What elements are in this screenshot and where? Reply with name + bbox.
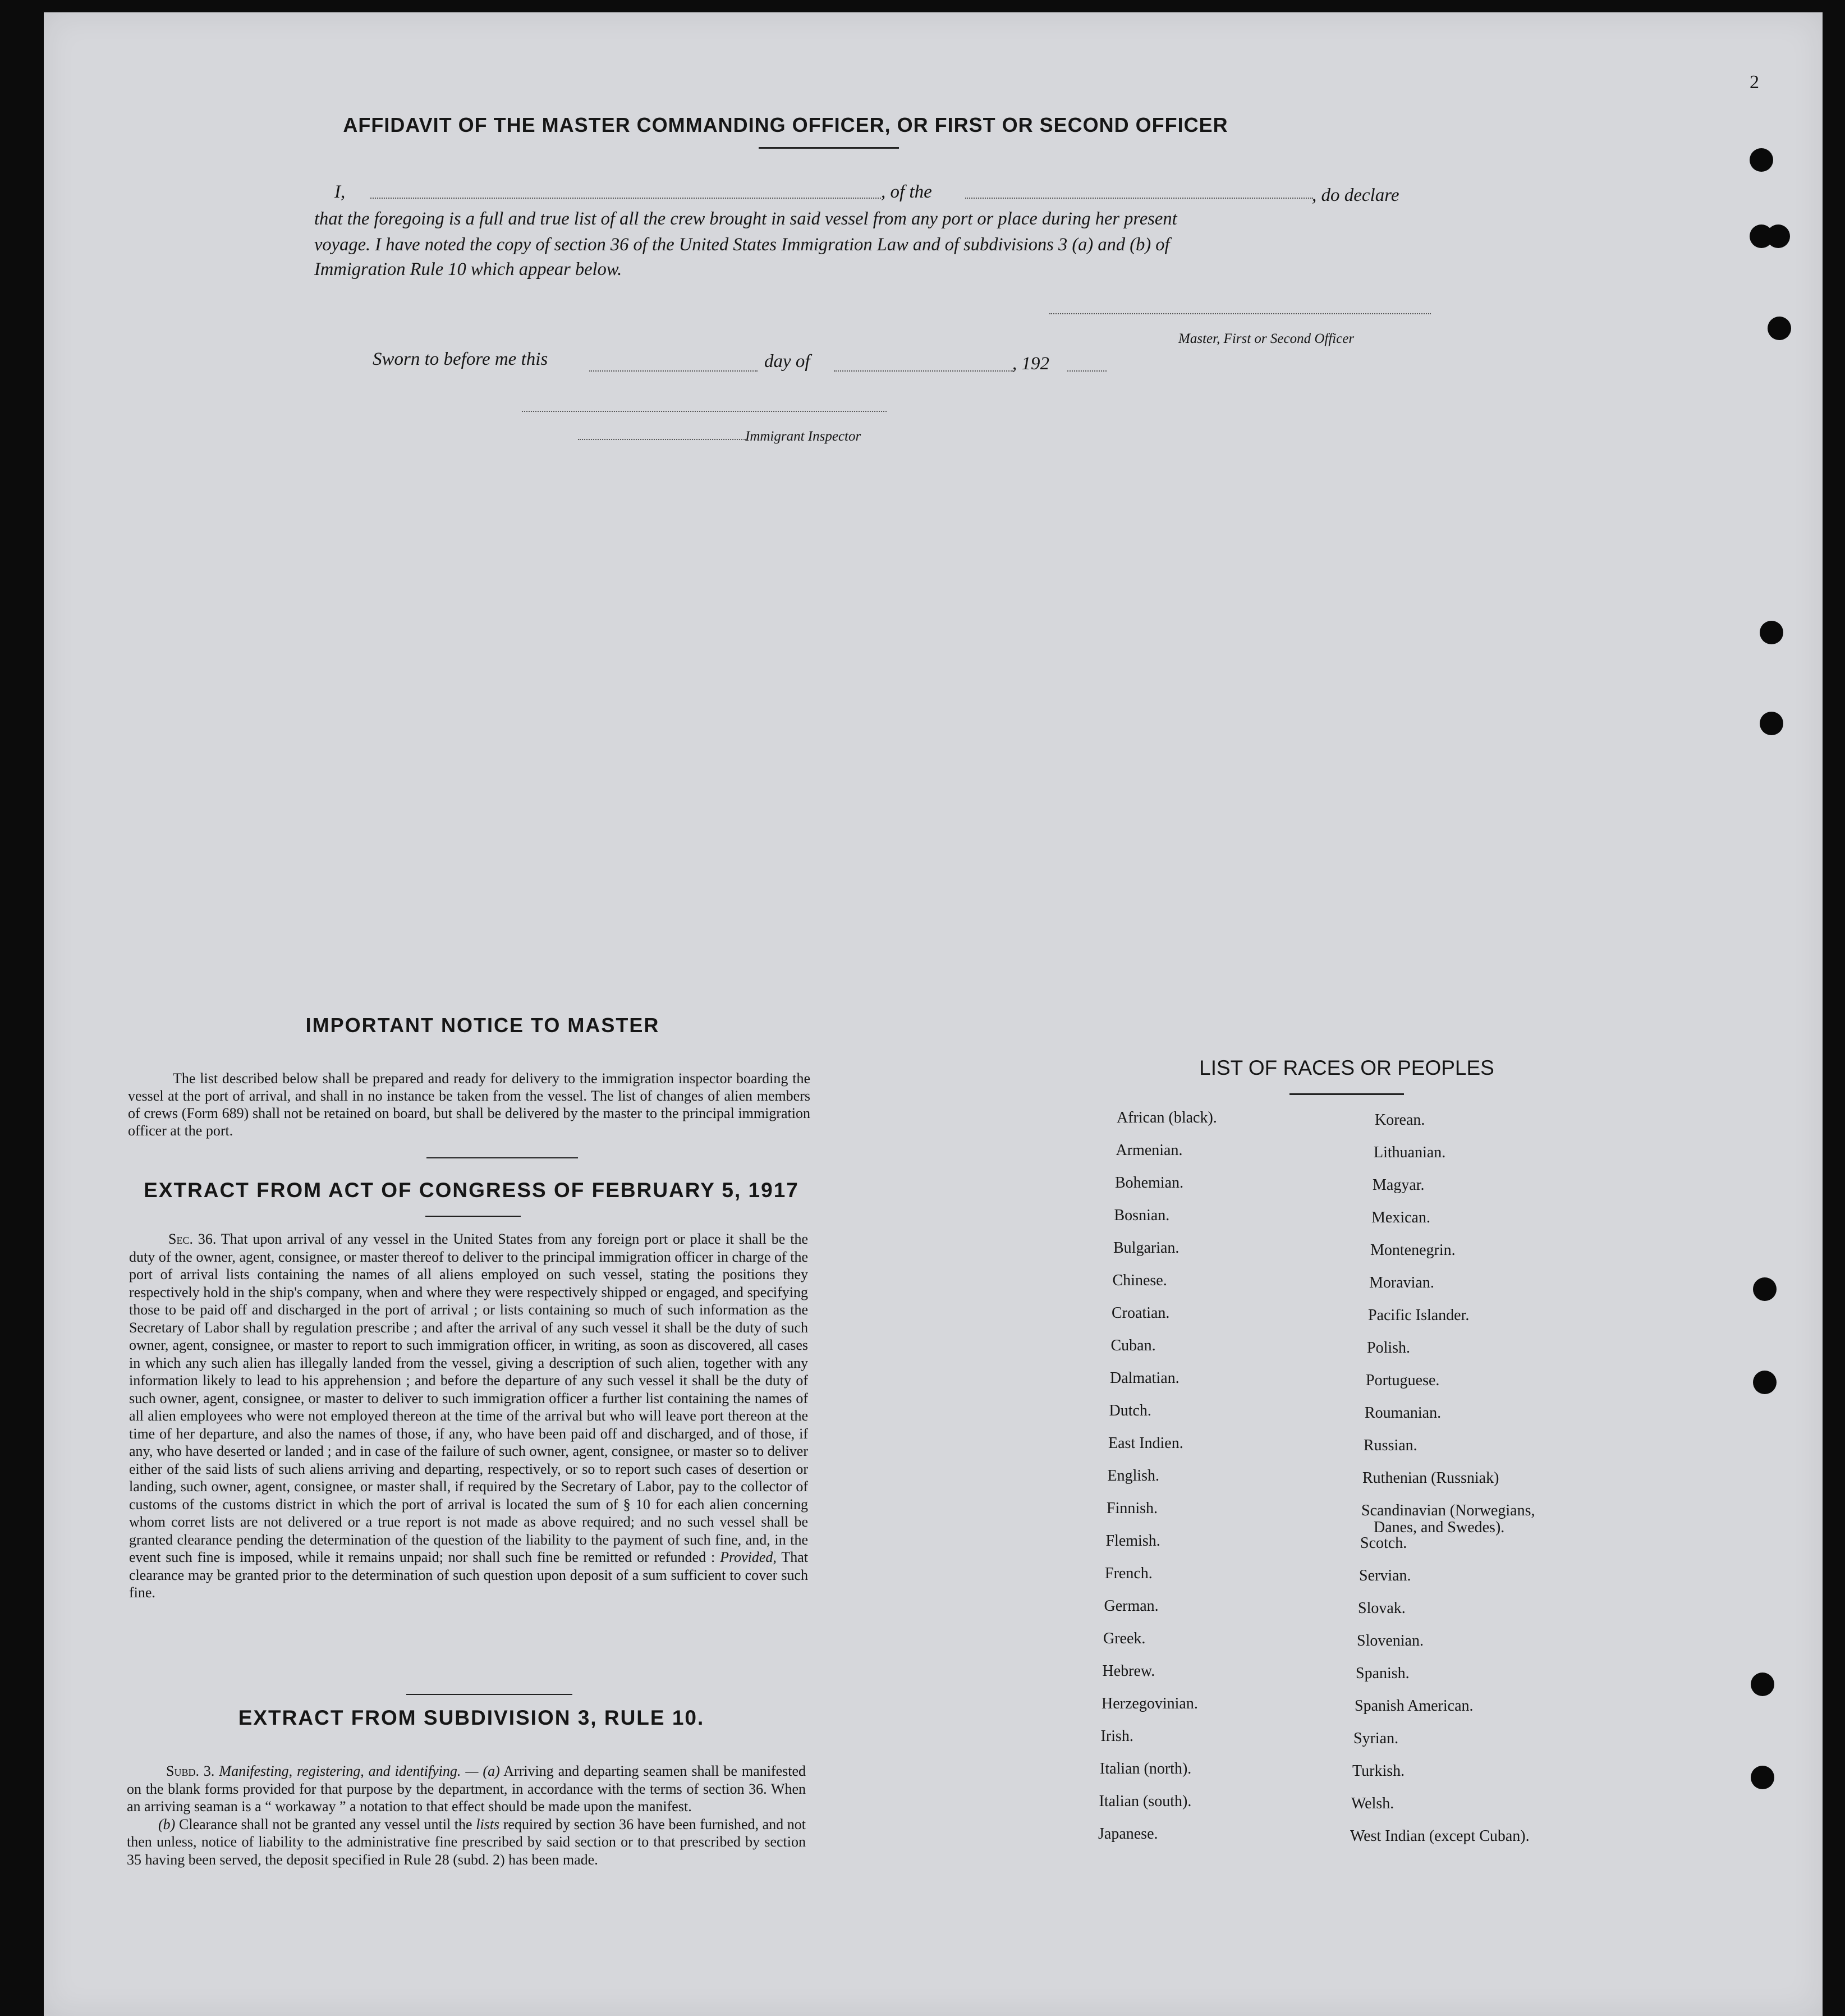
act-title: EXTRACT FROM ACT OF CONGRESS OF FEBRUARY 5, 1917 <box>144 1179 799 1202</box>
affidavit-title: AFFIDAVIT OF THE MASTER COMMANDING OFFICER, OR FIRST OR SECOND OFFICER <box>343 113 1228 136</box>
affidavit-line-2: that the foregoing is a full and true list of all the crew brought in said vessel from any port or place during her present <box>314 209 1177 229</box>
race-item: Montenegrin. <box>1370 1241 1456 1259</box>
race-item: Portuguese. <box>1366 1372 1440 1389</box>
race-item: Flemish. <box>1105 1532 1160 1550</box>
race-item: Cuban. <box>1110 1337 1156 1354</box>
inspector-label: Immigrant Inspector <box>745 429 861 444</box>
punch-hole <box>1753 1277 1777 1301</box>
punch-hole <box>1766 224 1790 248</box>
vessel-blank[interactable] <box>965 198 1313 199</box>
day-blank[interactable] <box>589 370 758 372</box>
affidavit-i: I, <box>334 182 346 202</box>
races-title-underline <box>1289 1093 1404 1095</box>
divider <box>425 1216 521 1217</box>
race-item: Greek. <box>1103 1630 1146 1647</box>
race-item: Dalmatian. <box>1110 1369 1179 1387</box>
punch-hole <box>1751 1673 1774 1696</box>
race-item: Roumanian. <box>1365 1404 1442 1422</box>
master-signature-label: Master, First or Second Officer <box>1178 331 1355 346</box>
race-item: Turkish. <box>1352 1762 1405 1780</box>
rule-subdivision-3 <box>127 1762 806 1868</box>
race-item: Herzegovinian. <box>1102 1695 1198 1712</box>
year-text: , 192 <box>1012 354 1049 374</box>
race-item: Magyar. <box>1373 1176 1425 1194</box>
act-text-end: That clearance may be granted prior to the determination of such question upon deposit of a sum sufficient to cover such fine. <box>129 1549 808 1601</box>
provided-text: Provided, <box>720 1549 777 1565</box>
inspector-signature-line-2[interactable] <box>578 439 746 440</box>
punch-hole <box>1760 621 1783 644</box>
race-item: Servian. <box>1359 1567 1411 1584</box>
race-item: Slovenian. <box>1357 1632 1424 1650</box>
race-item: Moravian. <box>1369 1274 1434 1291</box>
race-item: Scotch. <box>1360 1534 1407 1552</box>
act-text: That upon arrival of any vessel in the United States from any foreign port or place it shall be the duty of the owner, agent, consignee, or master thereof to deliver to the principal immigration officer in charge of the port of arrival lists containing the names of all aliens employed on such vessel, stating the positions they respectively hold in the ship's company, when and where they were respectively shipped or engaged, and specifying those to be paid off and discharged in the port of arrival ; or lists containing so much of such information as the Secretary of Labor shall by regulation prescribe ; and after the arrival of any such vessel it shall be the duty of such owner, agent, consignee, or master to report to such immigration officer, in writing, as soon as discovered, all cases in which any such alien has illegally landed from the vessel, giving a description of such alien, together with any information likely to lead to his apprehension ; and before the departure of any such vessel it shall be the duty of such owner, agent, consignee, or master to deliver to such immigration officer a further list containing the names of all alien employees who were not employed thereon at the time of the arrival but who will leave port thereon at the time of her departure, and also the names of those, if any, who have been paid off and discharged, and of those, if any, who have deserted or landed ; and in case of the failure of such owner, agent, consignee, or master so to deliver either of the said lists of such aliens arriving and departing, respectively, or so to report such cases of desertion or landing, such owner, agent, consignee, or master shall, if required by the Secretary of Labor, pay to the collector of customs of the customs district in which the port of arrival is located the sum of § 10 for each alien concerning whom corret lists are not delivered or a true report is not made as above required; and no such vessel shall be granted clearance pending the determination of the question of the liability to the payment of such fine, and, in the event such fine is imposed, while it remains unpaid; nor shall such fine be remitted or refunded : <box>129 1231 809 1565</box>
punch-hole <box>1750 148 1773 172</box>
punch-hole <box>1760 712 1783 735</box>
race-item: Ruthenian (Russniak) <box>1362 1469 1499 1487</box>
year-blank[interactable] <box>1067 370 1107 372</box>
punch-hole <box>1751 1766 1774 1789</box>
title-underline <box>759 147 899 149</box>
subd-heading: Manifesting, registering, and identifying. <box>219 1763 461 1779</box>
sworn-text: Sworn to before me this <box>373 349 548 369</box>
race-item: Bosnian. <box>1114 1207 1170 1224</box>
affidavit-line-1 <box>334 182 345 203</box>
race-item: Spanish. <box>1356 1665 1410 1682</box>
race-item: Korean. <box>1375 1111 1425 1129</box>
race-item: Russian. <box>1364 1437 1417 1454</box>
race-item: Welsh. <box>1351 1795 1394 1812</box>
punch-hole <box>1768 317 1791 340</box>
subd-label: Subd. 3. <box>166 1763 215 1779</box>
race-item: Syrian. <box>1353 1730 1399 1747</box>
para-b-lists: lists <box>476 1816 500 1832</box>
race-item: East Indien. <box>1108 1435 1183 1452</box>
divider <box>406 1694 572 1695</box>
races-title: LIST OF RACES OR PEOPLES <box>1199 1056 1494 1079</box>
race-item: West Indian (except Cuban). <box>1350 1827 1530 1845</box>
race-item: Dutch. <box>1109 1402 1151 1419</box>
race-item: Pacific Islander. <box>1368 1307 1470 1324</box>
punch-hole <box>1753 1371 1777 1394</box>
race-item: Bohemian. <box>1115 1174 1184 1192</box>
name-blank[interactable] <box>370 198 881 199</box>
para-a-label: — (a) <box>465 1763 500 1779</box>
race-item: Croatian. <box>1112 1304 1170 1322</box>
race-item: Irish. <box>1100 1728 1133 1745</box>
affidavit-declare: , do declare <box>1312 185 1399 205</box>
race-item: Slovak. <box>1358 1600 1406 1617</box>
race-item: English. <box>1107 1467 1160 1484</box>
para-b-pre: Clearance shall not be granted any vessel until the <box>179 1816 472 1832</box>
race-item: French. <box>1105 1565 1153 1582</box>
race-item: Chinese. <box>1112 1272 1167 1289</box>
race-item: Bulgarian. <box>1113 1239 1179 1257</box>
affidavit-of-the: , of the <box>881 182 932 202</box>
race-item: Hebrew. <box>1102 1662 1155 1680</box>
act-section-36 <box>129 1230 808 1602</box>
signature-line[interactable] <box>1049 313 1431 314</box>
para-b-label: (b) <box>158 1816 176 1832</box>
notice-title: IMPORTANT NOTICE TO MASTER <box>305 1014 660 1037</box>
notice-text: The list described below shall be prepared and ready for delivery to the immigration inspector boarding the vessel at the port of arrival, and shall in no instance be taken from the vessel. The list of changes of alien members of crews (Form 689) shall not be retained on board, but shall be delivered by the master to the principal immigration officer at the port. <box>128 1070 810 1139</box>
sec-label: Sec. 36. <box>168 1231 217 1247</box>
para-b-text: required by section 36 have been furnished, and not then unless, notice of liability to the administrative fine prescribed by said section or to that prescribed by section 35 having been served, the deposit specified in Rule 28 (subd. 2) has been made. <box>127 1816 806 1868</box>
affidavit-line-4: Immigration Rule 10 which appear below. <box>314 259 622 280</box>
race-item: Lithuanian. <box>1374 1144 1446 1161</box>
day-of-text: day of <box>764 351 810 372</box>
corner-mark: 2 <box>1750 72 1759 93</box>
race-item: Japanese. <box>1098 1825 1158 1843</box>
race-item: Italian (south). <box>1099 1793 1192 1810</box>
race-item: Danes, and Swedes). <box>1374 1519 1505 1536</box>
race-item: German. <box>1104 1597 1159 1615</box>
affidavit-line-3: voyage. I have noted the copy of section 36 of the United States Immigration Law and of subdivisions 3 (a) and (b) of <box>314 235 1170 255</box>
race-item: African (black). <box>1117 1109 1217 1126</box>
race-item: Armenian. <box>1116 1142 1183 1159</box>
race-item: Finnish. <box>1107 1500 1158 1517</box>
race-item: Italian (north). <box>1100 1760 1192 1777</box>
month-blank[interactable] <box>834 370 1013 372</box>
race-item: Spanish American. <box>1355 1697 1474 1715</box>
rule-title: EXTRACT FROM SUBDIVISION 3, RULE 10. <box>238 1706 705 1729</box>
para-a-text: Arriving and departing seamen shall be manifested on the blank forms provided for that purpose by the department, in accordance with the terms of section 36. When an arriving seaman is a “ workaway ” a notation to that effect should be made upon the manifest. <box>127 1763 806 1815</box>
race-item: Mexican. <box>1371 1209 1430 1226</box>
inspector-signature-line[interactable] <box>522 411 887 412</box>
race-item: Polish. <box>1367 1339 1411 1357</box>
race-item: Scandinavian (Norwegians, <box>1361 1502 1535 1519</box>
divider <box>426 1157 578 1158</box>
